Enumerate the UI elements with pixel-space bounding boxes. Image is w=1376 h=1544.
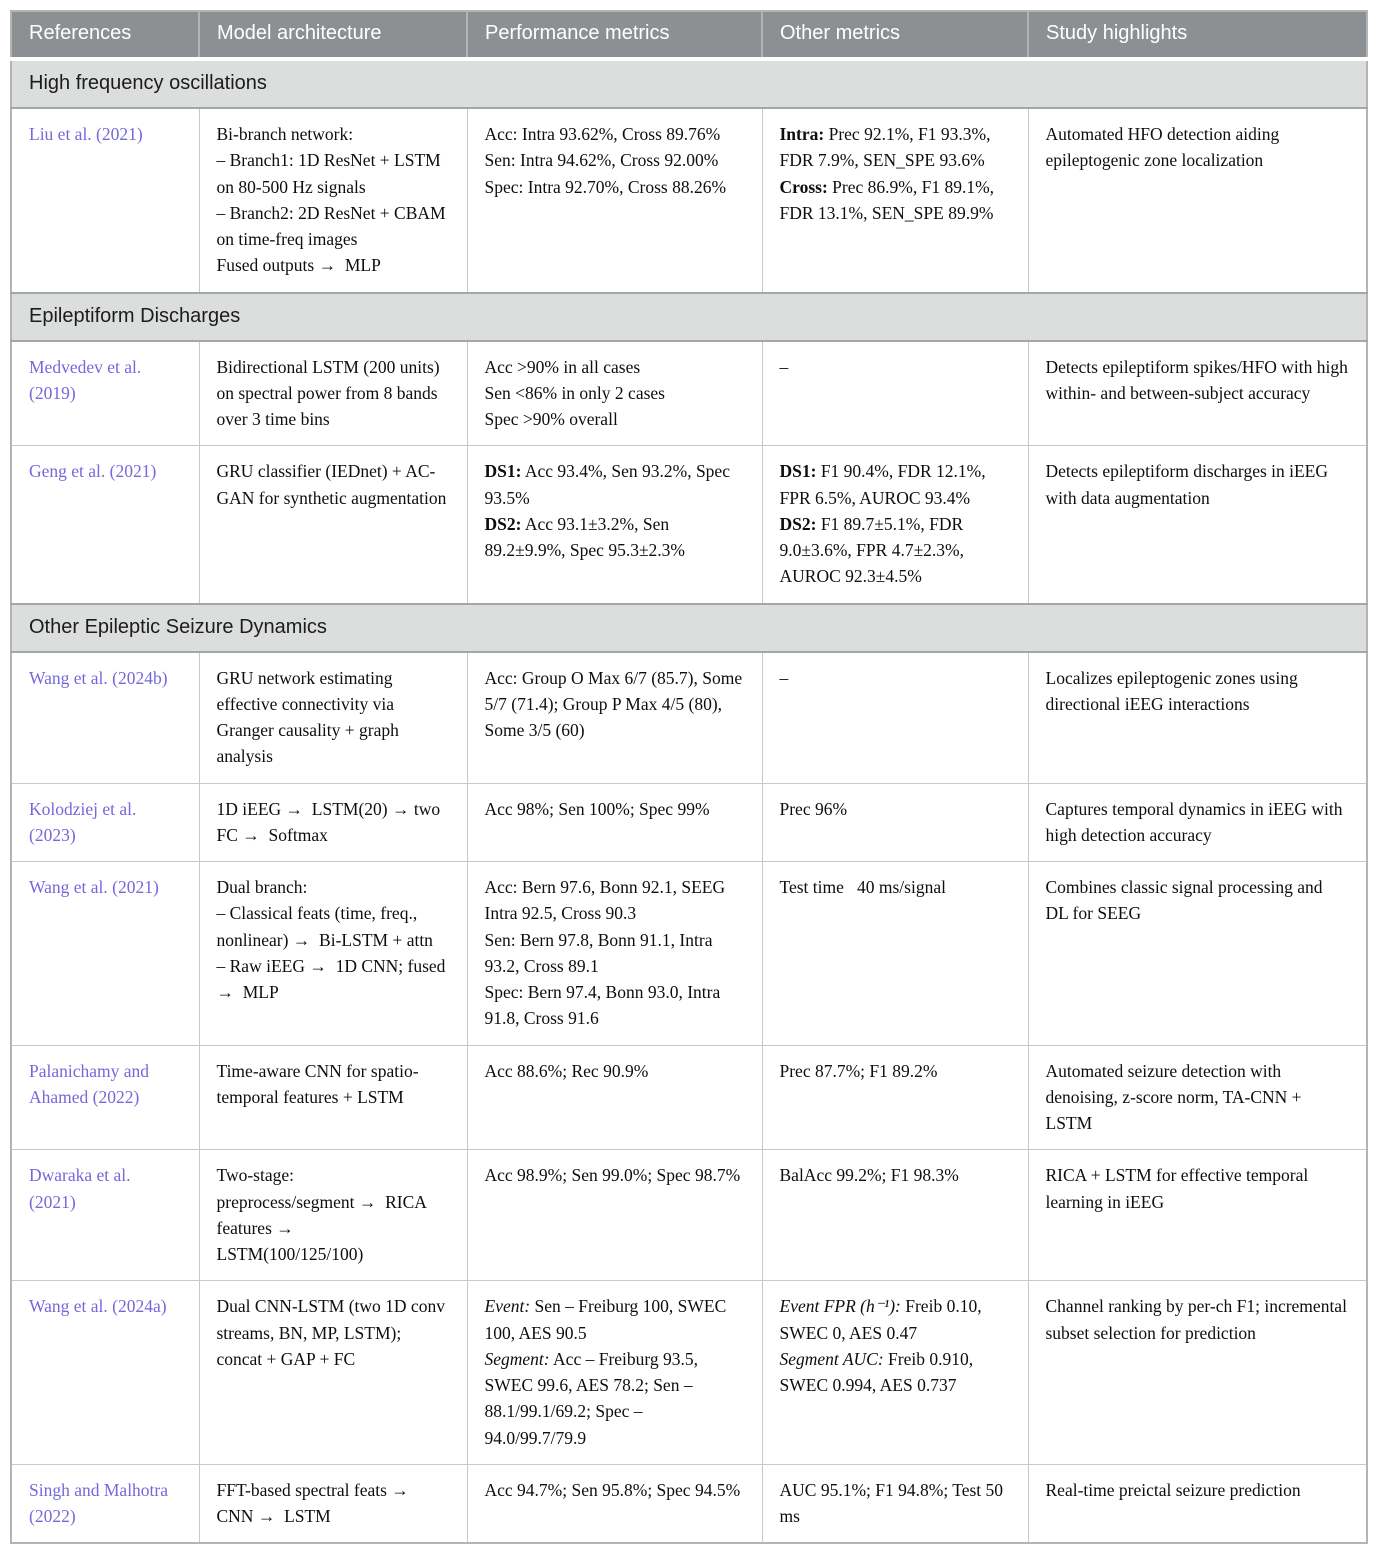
text-segment: – <box>779 667 789 688</box>
reference-link[interactable]: Medvedev et al. (2019) <box>29 356 142 403</box>
table-body <box>11 59 1367 1543</box>
text-segment: F1 90.4%, FDR 12.1%, FPR 6.5%, AUROC 93.4% <box>779 461 986 508</box>
cell-line <box>485 174 744 200</box>
table-row <box>11 1281 1367 1465</box>
text-segment: Sen: Intra 94.62%, Cross 92.00% <box>484 150 719 171</box>
cell-line <box>485 1477 744 1503</box>
cell-line <box>485 927 744 980</box>
text-segment: Segment: <box>484 1348 550 1369</box>
arch-cell <box>199 652 467 784</box>
cell-line <box>485 458 744 511</box>
other-metrics-cell <box>762 341 1028 446</box>
text-segment: Captures temporal dynamics in iEEG with high detection accuracy <box>1045 798 1343 845</box>
text-segment: Freib 0.910, SWEC 0.994, AES 0.737 <box>779 1348 974 1395</box>
text-segment: 1D iEEG → LSTM(20) → two FC → Softmax <box>216 798 441 845</box>
text-segment: Sen: Bern 97.8, Bonn 91.1, Intra 93.2, Cross 89.1 <box>484 929 713 976</box>
table-row <box>11 652 1367 784</box>
section-title: Epileptiform Discharges <box>11 293 1367 341</box>
cell-line <box>485 511 744 564</box>
header-row <box>11 11 1367 59</box>
cell-line <box>217 458 449 511</box>
other-metrics-cell <box>762 1281 1028 1465</box>
cell-line <box>780 174 1010 227</box>
text-segment: Detects epileptiform spikes/HFO with high within- and between-subject accuracy <box>1045 356 1348 403</box>
reference-link[interactable]: Geng et al. (2021) <box>29 461 157 482</box>
text-segment: Bi-branch network: <box>216 124 354 144</box>
text-segment: Acc >90% in all cases <box>484 356 641 377</box>
text-segment: Fused outputs → MLP <box>216 255 381 276</box>
reference-link[interactable]: Singh and Malhotra (2022) <box>29 1479 169 1526</box>
highlight-cell <box>1028 1464 1367 1543</box>
col-header-highlights: Study highlights <box>1028 11 1367 59</box>
text-segment: Acc: Group O Max 6/7 (85.7), Some 5/7 (71.4); Group P Max 4/5 (80), Some 3/5 (60) <box>484 667 743 740</box>
arch-cell <box>199 1150 467 1281</box>
table-row <box>11 862 1367 1046</box>
table-row <box>11 783 1367 862</box>
cell-line <box>1046 796 1349 849</box>
text-segment: Combines classic signal processing and DL for SEEG <box>1045 877 1323 924</box>
cell-line <box>780 796 1010 822</box>
reference-link[interactable]: Wang et al. (2024a) <box>29 1296 167 1317</box>
cell-line <box>485 1346 744 1451</box>
cell-line <box>780 874 1010 900</box>
text-segment: Sen – Freiburg 100, SWEC 100, AES 90.5 <box>484 1296 727 1343</box>
cell-line <box>217 953 449 1006</box>
table-row <box>11 1464 1367 1543</box>
cell-line <box>1046 354 1349 407</box>
other-metrics-cell <box>762 862 1028 1046</box>
cell-line <box>217 1058 449 1111</box>
text-segment: Intra: <box>779 124 825 144</box>
cell-line <box>780 665 1010 691</box>
text-segment: Spec: Intra 92.70%, Cross 88.26% <box>484 176 727 197</box>
text-segment: Acc 93.1±3.2%, Sen 89.2±9.9%, Spec 95.3±2.3% <box>484 513 686 560</box>
cell-line <box>780 1293 1010 1346</box>
ref-cell <box>11 652 199 784</box>
col-header-architecture: Model architecture <box>199 11 467 59</box>
cell-line <box>217 354 449 433</box>
text-segment: Spec >90% overall <box>484 409 618 429</box>
cell-line <box>217 1162 449 1188</box>
cell-line <box>1046 874 1349 927</box>
other-metrics-cell <box>762 446 1028 604</box>
text-segment: Detects epileptiform discharges in iEEG with data augmentation <box>1045 461 1329 508</box>
arch-cell <box>199 1281 467 1465</box>
cell-line <box>485 121 744 147</box>
perf-cell <box>467 1281 762 1465</box>
text-segment: Acc: Bern 97.6, Bonn 92.1, SEEG Intra 92.5, Cross 90.3 <box>484 877 726 924</box>
cell-line <box>1046 1058 1349 1137</box>
section-title: High frequency oscillations <box>11 59 1367 108</box>
cell-line <box>1046 1162 1349 1215</box>
highlight-cell <box>1028 1150 1367 1281</box>
text-segment: F1 89.7±5.1%, FDR 9.0±3.6%, FPR 4.7±2.3%, AUROC 92.3±4.5% <box>779 513 965 587</box>
cell-line <box>217 1477 449 1530</box>
highlight-cell <box>1028 783 1367 862</box>
text-segment: Acc: Intra 93.62%, Cross 89.76% <box>484 124 721 144</box>
arch-cell <box>199 1464 467 1543</box>
cell-line <box>217 200 449 253</box>
text-segment: RICA + LSTM for effective temporal learning in iEEG <box>1045 1165 1309 1212</box>
cell-line <box>485 380 744 406</box>
arch-cell <box>199 446 467 604</box>
table-row <box>11 446 1367 604</box>
text-segment: Automated HFO detection aiding epileptogenic zone localization <box>1045 124 1280 171</box>
text-segment: Acc 98.9%; Sen 99.0%; Spec 98.7% <box>484 1165 741 1186</box>
cell-line <box>1046 121 1349 174</box>
text-segment: Prec 92.1%, F1 93.3%, FDR 7.9%, SEN_SPE 93.6% <box>779 124 991 171</box>
reference-link[interactable]: Wang et al. (2024b) <box>29 667 168 688</box>
table-row <box>11 1150 1367 1281</box>
text-segment: – Classical feats (time, freq., nonlinear) → Bi-LSTM + attn <box>216 903 433 950</box>
cell-line <box>780 511 1010 590</box>
perf-cell <box>467 1045 762 1150</box>
text-segment: Channel ranking by per-ch F1; incremental subset selection for prediction <box>1045 1296 1347 1343</box>
arch-cell <box>199 108 467 293</box>
text-segment: FFT-based spectral feats → CNN → LSTM <box>216 1479 409 1526</box>
text-segment: Event FPR (h⁻¹): <box>779 1296 901 1317</box>
col-header-performance: Performance metrics <box>467 11 762 59</box>
arch-cell <box>199 783 467 862</box>
text-segment: Acc 94.7%; Sen 95.8%; Spec 94.5% <box>484 1479 741 1500</box>
arch-cell <box>199 862 467 1046</box>
highlight-cell <box>1028 108 1367 293</box>
cell-line <box>780 121 1010 174</box>
reference-link[interactable]: Kolodziej et al. (2023) <box>29 798 137 845</box>
ref-cell <box>11 341 199 446</box>
section-row <box>11 293 1367 341</box>
table-row <box>11 1045 1367 1150</box>
text-segment: – <box>779 356 789 377</box>
highlight-cell <box>1028 341 1367 446</box>
cell-line <box>780 458 1010 511</box>
text-segment: DS1: <box>484 461 522 482</box>
text-segment: – Branch2: 2D ResNet + CBAM on time-freq images <box>216 202 446 249</box>
text-segment: Segment AUC: <box>779 1348 884 1369</box>
other-metrics-cell <box>762 1464 1028 1543</box>
text-segment: Prec 87.7%; F1 89.2% <box>779 1060 938 1081</box>
cell-line <box>780 1162 1010 1188</box>
text-segment: BalAcc 99.2%; F1 98.3% <box>779 1165 959 1186</box>
text-segment: Prec 96% <box>779 798 848 819</box>
highlight-cell <box>1028 652 1367 784</box>
ref-cell <box>11 1045 199 1150</box>
cell-line <box>217 147 449 200</box>
text-segment: Two-stage: <box>216 1165 295 1186</box>
cell-line <box>485 874 744 927</box>
cell-line <box>217 900 449 953</box>
other-metrics-cell <box>762 1150 1028 1281</box>
arch-cell <box>199 341 467 446</box>
cell-line <box>780 1058 1010 1084</box>
summary-table <box>10 10 1368 1544</box>
table-row <box>11 341 1367 446</box>
cell-line <box>780 354 1010 380</box>
text-segment: Event: <box>484 1296 531 1317</box>
cell-line <box>485 354 744 380</box>
perf-cell <box>467 862 762 1046</box>
perf-cell <box>467 341 762 446</box>
cell-line <box>485 665 744 744</box>
col-header-references: References <box>11 11 199 59</box>
text-segment: preprocess/segment → RICA features → LSTM(100/125/100) <box>216 1191 426 1264</box>
text-segment: Prec 86.9%, F1 89.1%, FDR 13.1%, SEN_SPE 89.9% <box>779 176 995 223</box>
perf-cell <box>467 783 762 862</box>
cell-line <box>780 1477 1010 1530</box>
cell-line <box>217 874 449 900</box>
text-segment: Sen <86% in only 2 cases <box>484 382 665 403</box>
ref-cell <box>11 783 199 862</box>
highlight-cell <box>1028 1281 1367 1465</box>
cell-line <box>217 665 449 770</box>
ref-cell <box>11 862 199 1046</box>
arch-cell <box>199 1045 467 1150</box>
ref-cell <box>11 1150 199 1281</box>
text-segment: Time-aware CNN for spatio-temporal features + LSTM <box>216 1060 419 1107</box>
text-segment: DS1: <box>779 461 817 482</box>
text-segment: Acc 88.6%; Rec 90.9% <box>484 1060 649 1081</box>
cell-line <box>217 1293 449 1372</box>
cell-line <box>1046 665 1349 718</box>
cell-line <box>485 1293 744 1346</box>
cell-line <box>1046 1477 1349 1503</box>
text-segment: Dual CNN-LSTM (two 1D conv streams, BN, MP, LSTM); concat + GAP + FC <box>216 1296 445 1369</box>
text-segment: Cross: <box>779 176 828 197</box>
cell-line <box>1046 1293 1349 1346</box>
cell-line <box>217 1189 449 1268</box>
col-header-other: Other metrics <box>762 11 1028 59</box>
other-metrics-cell <box>762 652 1028 784</box>
text-segment: Real-time preictal seizure prediction <box>1045 1479 1301 1500</box>
section-title: Other Epileptic Seizure Dynamics <box>11 604 1367 652</box>
reference-link[interactable]: Dwaraka et al. (2021) <box>29 1165 131 1212</box>
text-segment: – Branch1: 1D ResNet + LSTM on 80-500 Hz signals <box>216 150 441 197</box>
text-segment: DS2: <box>484 513 522 534</box>
text-segment: Localizes epileptogenic zones using directional iEEG interactions <box>1045 667 1298 714</box>
cell-line <box>485 1058 744 1084</box>
text-segment: Acc – Freiburg 93.5, SWEC 99.6, AES 78.2; Sen – 88.1/99.1/69.2; Spec – 94.0/99.7/79.9 <box>484 1348 699 1448</box>
text-segment: Bidirectional LSTM (200 units) on spectral power from 8 bands over 3 time bins <box>216 356 440 429</box>
reference-link[interactable]: Liu et al. (2021) <box>29 124 143 144</box>
other-metrics-cell <box>762 783 1028 862</box>
perf-cell <box>467 652 762 784</box>
text-segment: GRU network estimating effective connectivity via Granger causality + graph analysis <box>216 667 399 767</box>
text-segment: GRU classifier (IEDnet) + AC-GAN for synthetic augmentation <box>216 461 447 508</box>
text-segment: Test time 40 ms/signal <box>779 877 946 897</box>
ref-cell <box>11 108 199 293</box>
cell-line <box>485 796 744 822</box>
cell-line <box>485 406 744 432</box>
perf-cell <box>467 446 762 604</box>
ref-cell <box>11 446 199 604</box>
cell-line <box>217 252 449 278</box>
other-metrics-cell <box>762 1045 1028 1150</box>
table-row <box>11 108 1367 293</box>
cell-line <box>780 1346 1010 1399</box>
perf-cell <box>467 108 762 293</box>
highlight-cell <box>1028 862 1367 1046</box>
highlight-cell <box>1028 1045 1367 1150</box>
section-row <box>11 604 1367 652</box>
cell-line <box>217 796 449 849</box>
ref-cell <box>11 1464 199 1543</box>
reference-link[interactable]: Palanichamy and Ahamed (2022) <box>29 1060 150 1107</box>
ref-cell <box>11 1281 199 1465</box>
text-segment: Automated seizure detection with denoising, z-score norm, TA-CNN + LSTM <box>1045 1060 1302 1133</box>
text-segment: AUC 95.1%; F1 94.8%; Test 50 ms <box>779 1479 1004 1526</box>
text-segment: DS2: <box>779 513 817 534</box>
text-segment: – Raw iEEG → 1D CNN; fused → MLP <box>216 955 446 1002</box>
highlight-cell <box>1028 446 1367 604</box>
text-segment: Freib 0.10, SWEC 0, AES 0.47 <box>779 1296 982 1343</box>
perf-cell <box>467 1150 762 1281</box>
text-segment: Acc 98%; Sen 100%; Spec 99% <box>484 798 710 819</box>
cell-line <box>1046 458 1349 511</box>
section-row <box>11 59 1367 108</box>
cell-line <box>485 147 744 173</box>
cell-line <box>485 1162 744 1188</box>
perf-cell <box>467 1464 762 1543</box>
text-segment: Dual branch: <box>216 877 308 897</box>
other-metrics-cell <box>762 108 1028 293</box>
cell-line <box>217 121 449 147</box>
reference-link[interactable]: Wang et al. (2021) <box>29 877 159 897</box>
text-segment: Acc 93.4%, Sen 93.2%, Spec 93.5% <box>484 461 730 508</box>
text-segment: Spec: Bern 97.4, Bonn 93.0, Intra 91.8, Cross 91.6 <box>484 982 721 1029</box>
cell-line <box>485 979 744 1032</box>
